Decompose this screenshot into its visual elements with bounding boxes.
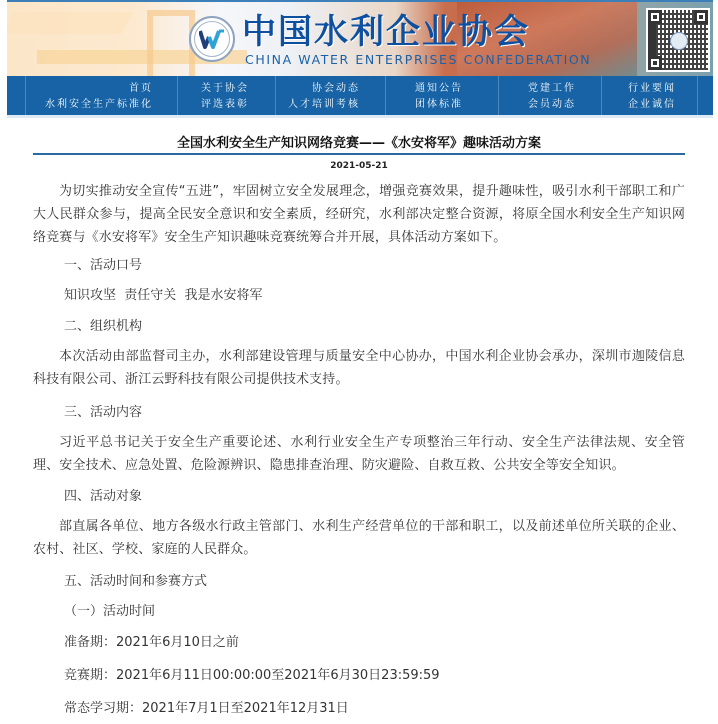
subsection-heading-time: （一）活动时间 <box>64 604 156 619</box>
site-header-banner <box>7 0 713 78</box>
nav-divider <box>25 76 26 115</box>
nav-item-awards[interactable]: 评选表彰 <box>201 99 249 110</box>
nav-divider <box>275 76 276 115</box>
banner-decoration <box>7 12 133 34</box>
site-title: 中国水利企业协会 <box>242 12 530 52</box>
nav-item-water-safety-standardization[interactable]: 水利安全生产标准化 <box>45 99 153 110</box>
site-logo[interactable] <box>189 16 235 62</box>
nav-divider <box>177 76 178 115</box>
nav-item-home[interactable]: 首页 <box>129 83 153 94</box>
section-heading-organization: 二、组织机构 <box>64 319 143 334</box>
organization-paragraph: 本次活动由部监督司主办，水利部建设管理与质量安全中心协办，中国水利企业协会承办，深圳市迦陵信息科技有限公司、浙江云野科技有限公司提供技术支持。 <box>33 349 685 387</box>
nav-item-association-news[interactable]: 协会动态 <box>312 83 360 94</box>
nav-item-notices[interactable]: 通知公告 <box>415 83 463 94</box>
section-heading-content: 三、活动内容 <box>64 405 143 420</box>
article-intro <box>33 180 685 249</box>
main-navigation <box>7 76 713 118</box>
nav-item-enterprise-integrity[interactable]: 企业诚信 <box>628 99 676 110</box>
nav-divider <box>601 76 602 115</box>
intro-paragraph: 为切实推动安全宣传“五进”，牢固树立安全发展理念，增强竞赛效果，提升趣味性，吸引水利干部职工和广大人民群众参与，提高全民安全意识和安全素质，经研究，水利部决定整合资源，将原全国水利安全生产知识网络竞赛与《水安将军》安全生产知识趣味竞赛统筹合并开展，具体活动方案如下。 <box>33 184 685 245</box>
organization-block <box>33 345 685 391</box>
logo-w-icon <box>194 21 230 57</box>
schedule-competition: 竞赛期：2021年6月11日00:00:00至2021年6月30日23:59:59 <box>64 668 440 683</box>
nav-item-group-standards[interactable]: 团体标准 <box>415 99 463 110</box>
schedule-preparation: 准备期：2021年6月10日之前 <box>64 635 239 650</box>
nav-item-industry-news[interactable]: 行业要闻 <box>628 83 676 94</box>
nav-divider <box>385 76 386 115</box>
article-title: 全国水利安全生产知识网络竞赛——《水安将军》趣味活动方案 <box>176 136 541 151</box>
nav-item-about[interactable]: 关于协会 <box>201 83 249 94</box>
content-paragraph: 习近平总书记关于安全生产重要论述、水利行业安全生产专项整治三年行动、安全生产法律法规、安全管理、安全技术、应急处置、危险源辨识、隐患排查治理、防灾避险、自救互救、公共安全等安全知识。 <box>33 435 685 473</box>
site-subtitle: CHINA WATER ENTERPRISES CONFEDERATION <box>245 52 592 67</box>
audience-block <box>33 515 685 561</box>
nav-item-party-work[interactable]: 党建工作 <box>528 83 576 94</box>
nav-item-talent-training[interactable]: 人才培训考核 <box>288 99 360 110</box>
schedule-regular-study: 常态学习期：2021年7月1日至2021年12月31日 <box>64 701 349 716</box>
nav-item-member-news[interactable]: 会员动态 <box>528 99 576 110</box>
content-block <box>33 431 685 477</box>
nav-divider <box>697 76 698 115</box>
article-date: 2021-05-21 <box>330 161 388 171</box>
section-heading-time-and-method: 五、活动时间和参赛方式 <box>64 574 208 589</box>
nav-divider <box>498 76 499 115</box>
section-heading-slogan: 一、活动口号 <box>64 258 143 273</box>
title-divider <box>33 153 685 155</box>
qr-code-icon <box>646 8 710 72</box>
section-heading-audience: 四、活动对象 <box>64 489 143 504</box>
banner-decoration <box>147 10 195 78</box>
audience-paragraph: 部直属各单位、地方各级水行政主管部门、水利生产经营单位的干部和职工，以及前述单位所关联的企业、农村、社区、学校、家庭的人民群众。 <box>33 519 685 557</box>
slogan-text: 知识攻坚 责任守关 我是水安将军 <box>64 288 263 303</box>
